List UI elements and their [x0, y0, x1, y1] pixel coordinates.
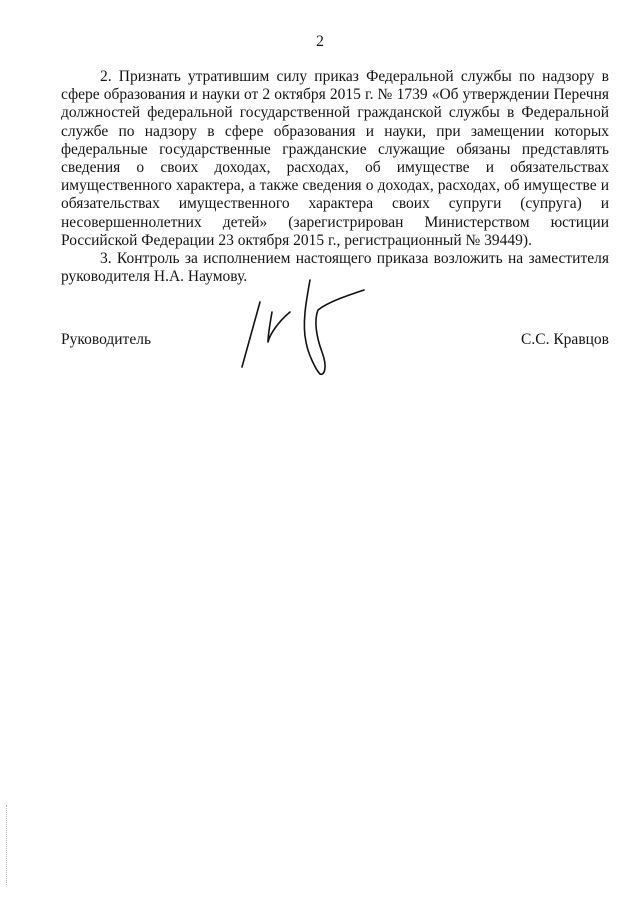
- paragraph-2: 2. Признать утратившим силу приказ Федеральной службы по надзору в сфере образования и науки от 2 октября 2015 г. № 1739 «Об утверждении Перечня должностей федеральной государственной гражданской службы в Федеральной службе по надзору в сфере образования и науки, при замещении которых федеральные государственные гражданские служащие обязаны представлять сведения о своих доходах, расходах, об имуществе и обязательствах имущественного характера, а также сведения о доходах, расходах, об имуществе и обязательствах имущественного характера своих супруги (супруга) и несовершеннолетних детей» (зарегистрирован Министерством юстиции Российской Федерации 23 октября 2015 г., регистрационный № 39449).: [61, 68, 609, 249]
- paragraph-3: 3. Контроль за исполнением настоящего приказа возложить на заместителя руководителя Н.А. Наумову.: [61, 250, 609, 286]
- page-number: 2: [316, 33, 324, 50]
- scan-edge-mark: [6, 805, 8, 885]
- signer-name: С.С. Кравцов: [521, 331, 609, 348]
- signer-title: Руководитель: [61, 331, 152, 348]
- handwritten-signature: [236, 272, 366, 382]
- document-body: [61, 68, 609, 286]
